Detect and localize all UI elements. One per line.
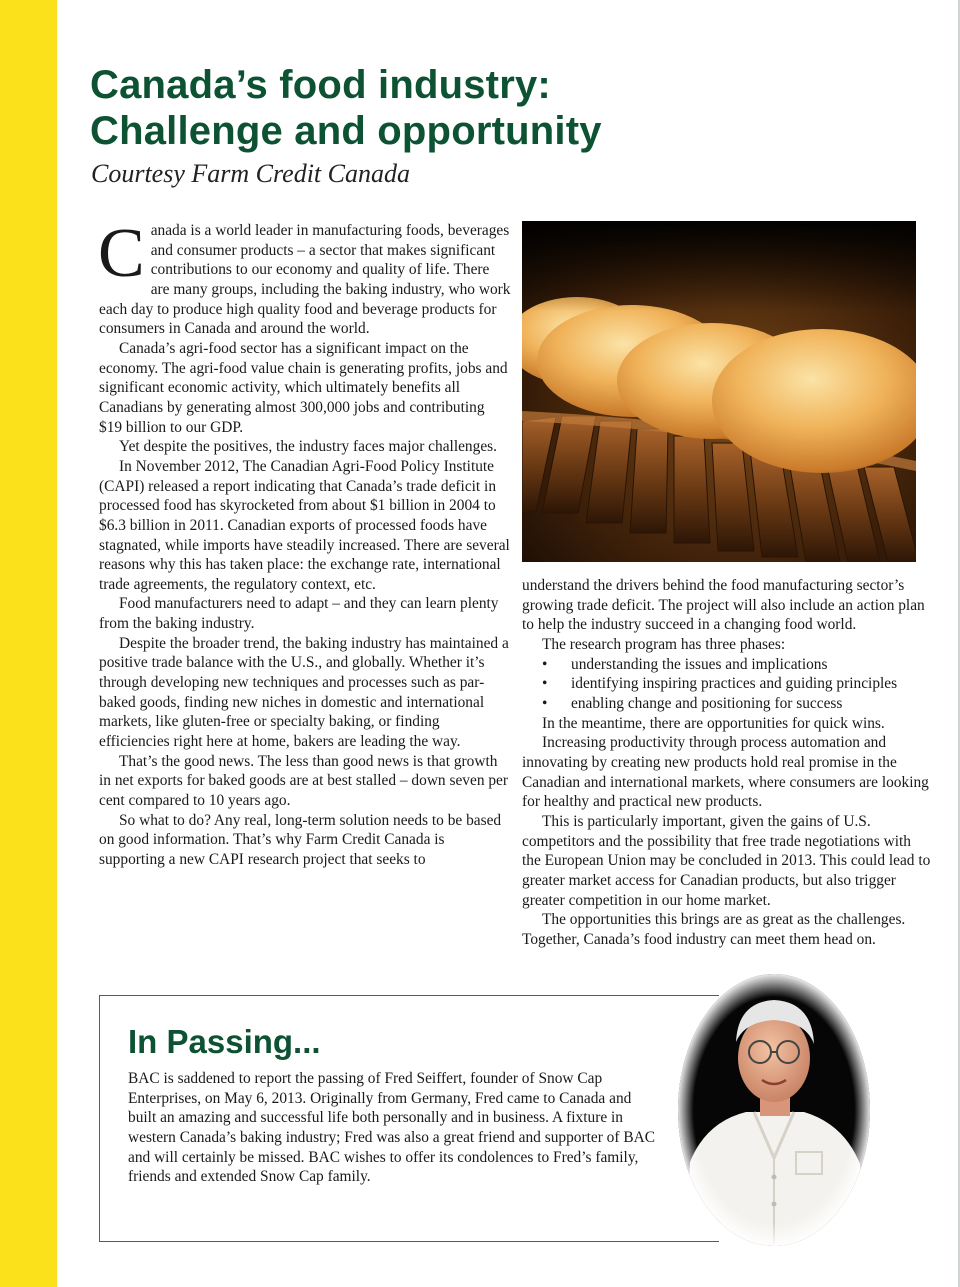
headline-line-1: Canada’s food industry: [90,63,551,107]
article-paragraph: Food manufacturers need to adapt – and they can learn plenty from the baking industry. [99,595,499,633]
phases-intro: The research program has three phases: [542,635,786,653]
article-paragraph: Despite the broader trend, the baking industry has maintained a positive trade balance with the U.S., and globally. Whether it’s through developing new techniques and processes such as par-baked goods, finding new niches in domestic and international markets, like gluten-free or specialty baking, or finding efficiencies right here at home, bakers are leading the way. [99,634,509,751]
article-paragraph [98,215,511,339]
article-paragraph: Yet despite the positives, the industry faces major challenges. [119,438,497,456]
list-item-text: understanding the issues and implications [571,655,828,673]
article-left-column [98,215,511,870]
bread-loaves-image [522,221,916,562]
baked-bread-photo [522,221,916,562]
list-item-text: enabling change and positioning for success [571,694,843,712]
article-paragraph: Canada’s agri-food sector has a significant impact on the economy. The agri-food value chain is generating profits, jobs and significant economic activity, which ultimately benefits all Canadians by generating almost 300,000 jobs and contributing $19 billion to our GDP. [99,339,508,436]
article-paragraph: In the meantime, there are opportunities for quick wins. [542,714,885,732]
article-paragraph: This is particularly important, given the gains of U.S. competitors and the possibility that free trade negotiations with the European Union may be concluded in 2013. This could lead to greater market access for Canadian products, but also trigger greater competition in our home market. [522,812,931,909]
fred-seiffert-portrait [676,972,872,1248]
article-paragraph: That’s the good news. The less than good news is that growth in net exports for baked goods are at best stalled – down seven per cent compared to 10 years ago. [99,752,509,810]
article-paragraph: The opportunities this brings are as great as the challenges. Together, Canada’s food industry can meet them head on. [522,911,906,948]
bullet-icon: • [542,694,548,712]
in-passing-text: BAC is saddened to report the passing of Fred Seiffert, founder of Snow Cap Enterprises, on May 6, 2013. Originally from Germany, Fred came to Canada and built an amazing and successful life both personally and in business. A fixture in western Canada’s baking industry; Fred was also a great friend and supporter of BAC and will certainly be missed. BAC wishes to offer its condolences to Fred’s family, friends and extended Snow Cap family. [128,1070,656,1186]
list-item [542,694,932,714]
yellow-sidebar-stripe [0,0,57,1287]
list-item [542,674,932,694]
article-paragraph: So what to do? Any real, long-term solution needs to be based on good information. That’s why Farm Credit Canada is supporting a new CAPI research project that seeks to [99,811,502,868]
bullet-icon: • [542,655,548,673]
paragraph-text: anada is a world leader in manufacturing foods, beverages and consumer products – a sector that makes significant contributions to our economy and quality of life. There are many groups, including the baking industry, who work each day to produce high quality food and beverage products for consumers in Canada and around the world. [99,222,511,338]
list-item-text: identifying inspiring practices and guiding principles [571,675,898,693]
article-headline [90,62,730,154]
portrait-image [676,972,872,1248]
article-paragraph: understand the drivers behind the food manufacturing sector’s growing trade deficit. The project will also include an action plan to help the industry succeed in a changing food world. [522,577,925,634]
article-right-column [522,576,932,949]
article-byline: Courtesy Farm Credit Canada [91,159,410,188]
bullet-icon: • [542,675,548,693]
headline-line-2: Challenge and opportunity [90,109,602,153]
phases-list [522,655,932,714]
article-paragraph: In November 2012, The Canadian Agri-Food Policy Institute (CAPI) released a report indicating that Canada’s trade deficit in processed food has skyrocketed from about $1 billion in 2004 to $6.3 billion in 2011. Canadian exports of processed foods have stagnated, while imports have steadily increased. There are several reasons why this has taken place: the exchange rate, international trade agreements, the regulatory context, etc. [99,457,510,593]
article-paragraph: Increasing productivity through process automation and innovating by creating new products hold real promise in the Canadian and international markets, where consumers are looking for healthy and practical new products. [522,734,929,811]
list-item [542,655,932,675]
in-passing-title: In Passing... [128,1023,321,1060]
drop-cap: C [98,215,145,292]
